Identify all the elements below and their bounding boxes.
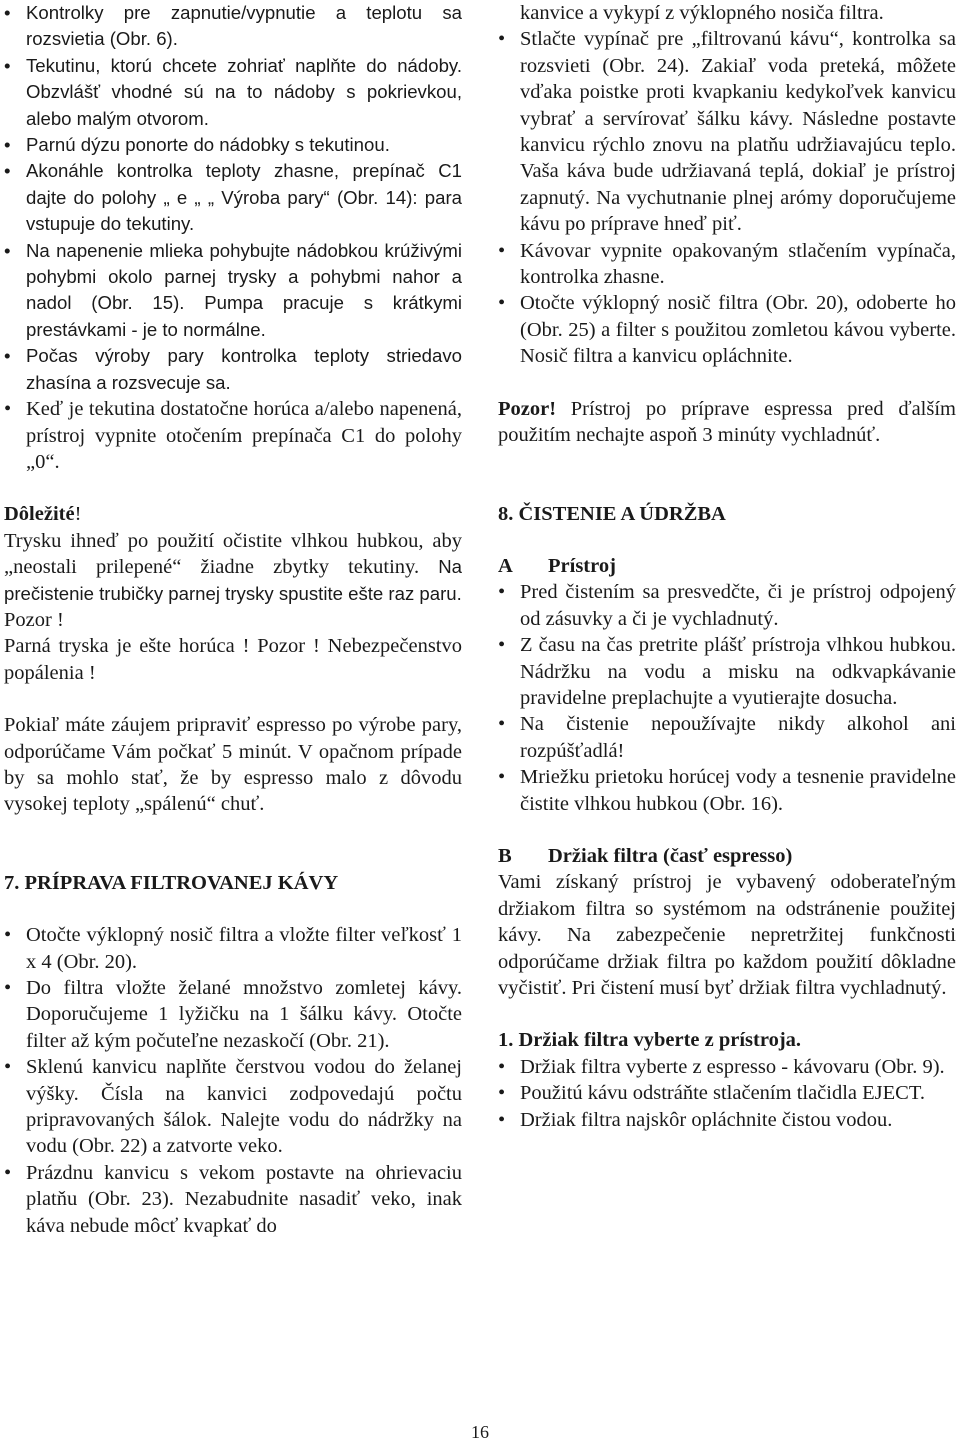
bullet-icon: • [4, 977, 12, 999]
list-item: • Do filtra vložte želané množstvo zomletej kávy. Doporučujeme 1 lyžičku na 1 šálku kávy. Otočte filter až kým počuteľne nezaskočí (Obr. 21). [4, 977, 462, 1052]
warning-label: Pozor ! [4, 608, 64, 631]
steam-instructions-list [4, 0, 462, 396]
left-column [4, 0, 462, 1239]
list-item: • Kávovar vypnite opakovaným stlačením vypínača, kontrolka zhasne. [498, 239, 956, 289]
bullet-icon: • [4, 1161, 12, 1184]
bullet-icon: • [4, 398, 12, 421]
list-item: • Pred čistením sa presvedčte, či je prístroj odpojený od zásuvky a či je vychladnutý. [498, 581, 956, 630]
subsection-a-heading: A Prístroj [498, 554, 616, 577]
list-item: • Na napenenie mlieka pohybujte nádobkou krúživými pohybmi okolo parnej trysky a pohybmi nahor a nadol (Obr. 15). Pumpa pracuje s krátkymi prestávkami - je to normálne. [4, 239, 462, 340]
list-item: • Mriežku prietoku horúcej vody a tesnenie pravidelne čistite vlhkou hubkou (Obr. 16). [498, 766, 956, 815]
filter-coffee-list-continued [498, 26, 956, 369]
filter-coffee-list [4, 922, 462, 1239]
list-item: • Na čistenie nepoužívajte nikdy alkohol ani rozpúšťadlá! [498, 713, 956, 762]
caution-note: Pozor! Prístroj po príprave espressa pred ďalším použitím nechajte aspoň 3 minúty vychladnúť. [498, 397, 956, 447]
right-column [498, 0, 956, 1133]
page-number: 16 [471, 1422, 489, 1442]
bullet-icon: • [4, 54, 11, 76]
list-item: • Keď je tekutina dostatočne horúca a/alebo napenená, prístroj vypnite otočením prepínača C1 do polohy „0“. [4, 398, 462, 473]
warning-text: Parná tryska je ešte horúca ! Pozor ! Nebezpečenstvo popálenia ! [4, 635, 462, 684]
important-heading: Dôležité! [4, 503, 82, 526]
list-item: • Použitú kávu odstráňte stlačením tlačidla EJECT. [498, 1080, 956, 1106]
list-item: • Z času na čas pretrite plášť prístroja vlhkou hubkou. Nádržku na vodu a misku na odkvapkávanie pravidelne preplachujte a vyutierajte dosucha. [498, 634, 956, 709]
list-item: • Počas výroby pary kontrolka teploty striedavo zhasína a rozsvecuje sa. [4, 345, 462, 393]
bullet-icon: • [498, 766, 506, 789]
continued-text: kanvice a vykypí z výklopného nosiča filtra. [520, 2, 884, 24]
bullet-icon: • [4, 345, 11, 367]
filter-holder-steps-list [498, 1054, 956, 1133]
bullet-icon: • [498, 713, 506, 736]
list-item: • Otočte výklopný nosič filtra a vložte filter veľkosť 1 x 4 (Obr. 20). [4, 924, 462, 973]
section-7-title: 7. PRÍPRAVA FILTROVANEJ KÁVY [4, 871, 339, 894]
list-item: • Akonáhle kontrolka teploty zhasne, prepínač C1 dajte do polohy „ e „ „ Výroba pary“ (Obr. 14): para vstupuje do tekutiny. [4, 160, 462, 235]
bullet-icon: • [498, 239, 506, 262]
list-item: • Kontrolky pre zapnutie/vypnutie a teplotu sa rozsvietia (Obr. 6). [4, 2, 462, 50]
device-cleaning-list [498, 579, 956, 817]
list-item: • Stlačte vypínač pre „filtrovanú kávu“, kontrolka sa rozsvieti (Obr. 24). Zakiaľ voda preteká, môžete vďaka poistke proti kvapkaniu kedykoľvek kanvicu vybrať a servírovať šálku kávy. Následne postavte kanvicu rýchlo znovu na platňu udržiavajúcu teplo. Vaša káva bude udržiavaná teplá, dokiaľ je prístroj zapnutý. Na vychutnanie plnej arómy doporučujeme kávu po príprave hneď piť. [498, 28, 956, 236]
bullet-icon: • [498, 28, 506, 51]
list-item: • Parnú dýzu ponorte do nádobky s tekutinou. [4, 132, 462, 158]
subsection-b-heading: B Držiak filtra (časť espresso) [498, 844, 793, 867]
important-text: Trysku ihneď po použití očistite vlhkou hubkou, aby „neostali prilepené“ žiadne zbytky tekutiny. Na prečistenie trubičky parnej trysky spustite ešte raz paru. [4, 529, 463, 604]
step-1-title: 1. Držiak filtra vyberte z prístroja. [498, 1029, 802, 1052]
steam-finish-list [4, 396, 462, 475]
bullet-icon: • [498, 581, 506, 604]
espresso-note: Pokiaľ máte záujem pripraviť espresso po výrobe pary, odporúčame Vám počkať 5 minút. V opačnom prípade by sa mohlo stať, že by espresso malo z dôvodu vysokej teploty „spálenú“ chuť. [4, 714, 462, 816]
bullet-icon: • [4, 160, 11, 182]
bullet-icon: • [498, 1055, 506, 1078]
bullet-icon: • [4, 239, 11, 261]
list-item: • Otočte výklopný nosič filtra (Obr. 20), odoberte ho (Obr. 25) a filter s použitou zomletou kávou vyberte. Nosič filtra a kanvicu opláchnite. [498, 292, 956, 368]
bullet-icon: • [4, 2, 11, 23]
bullet-icon: • [4, 924, 12, 947]
bullet-icon: • [498, 1082, 506, 1105]
list-item: • Sklenú kanvicu naplňte čerstvou vodou do želanej výšky. Čísla na kanvici zodpovedajú počtu pripravovaných šálok. Nalejte vodu do nádržky na vodu (Obr. 22) a zatvorte veko. [4, 1056, 462, 1158]
bullet-icon: • [4, 134, 11, 156]
bullet-icon: • [498, 1108, 506, 1131]
list-item: • Prázdnu kanvicu s vekom postavte na ohrievaciu platňu (Obr. 23). Nezabudnite nasadiť veko, inak káva nebude môcť kvapkať do [4, 1161, 462, 1237]
filter-holder-text: Vami získaný prístroj je vybavený odoberateľným držiakom filtra so systémom na odstránenie použitej kávy. Na zabezpečenie nepretržitej funkčnosti odporúčame držiak filtra po každom použití dôkladne vyčistiť. Pri čistení musí byť držiak filtra vychladnutý. [498, 871, 956, 999]
bullet-icon: • [498, 634, 506, 657]
list-item: • Držiak filtra najskôr opláchnite čistou vodou. [498, 1107, 956, 1133]
bullet-icon: • [498, 292, 506, 315]
list-item: • Tekutinu, ktorú chcete zohriať naplňte do nádoby. Obzvlášť vhodné sú na to nádoby s pokrievkou, alebo malým otvorom. [4, 54, 462, 129]
list-item: • Držiak filtra vyberte z espresso - kávovaru (Obr. 9). [498, 1054, 956, 1080]
bullet-icon: • [4, 1056, 12, 1079]
section-8-title: 8. ČISTENIE A ÚDRŽBA [498, 502, 726, 525]
